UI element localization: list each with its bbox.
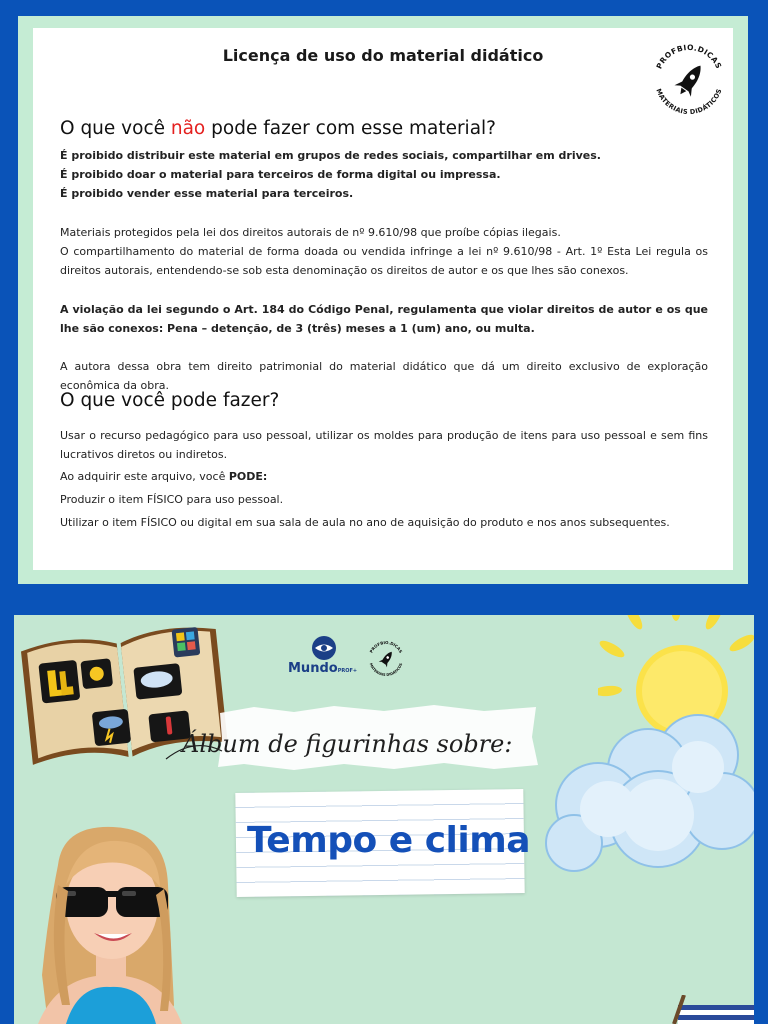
cannot-heading-highlight: não (170, 118, 206, 139)
rocket-icon (672, 60, 708, 100)
can-text-1: Usar o recurso pedagógico para uso pessoal, utilizar os moldes para produção de itens para uso pessoal e sem fins lucrativos diretos ou indiretos. (60, 429, 708, 461)
boots-sticker-icon (38, 660, 80, 704)
cannot-heading (60, 118, 496, 139)
cover-page (14, 615, 754, 1024)
profbio-logo-small (364, 637, 408, 681)
rocket-icon (379, 649, 396, 667)
profbio-logo (645, 36, 733, 124)
svg-text:PROFBIO.DICAS: PROFBIO.DICAS (654, 42, 724, 71)
teacher-avatar (18, 825, 198, 1024)
can-text-3: Produzir o item FÍSICO para uso pessoal. (60, 493, 284, 506)
cannot-heading-suffix: pode fazer com esse material? (205, 118, 496, 139)
script-swash (164, 733, 244, 763)
can-text-2-bold: PODE: (228, 470, 268, 483)
can-text-4: Utilizar o item FÍSICO ou digital em sua sala de aula no ano de aquisição do produto e nos anos subsequentes. (60, 516, 670, 529)
svg-text:MATERIAIS DIDÁTICOS: MATERIAIS DIDÁTICOS (368, 662, 404, 678)
album-subtitle: Álbum de figurinhas sobre: (182, 730, 513, 758)
license-page-frame (18, 16, 748, 584)
svg-text:MATERIAIS DIDÁTICOS: MATERIAIS DIDÁTICOS (654, 87, 724, 117)
svg-text:PROFBIO.DICAS: PROFBIO.DICAS (368, 639, 404, 654)
app-sticker-icon (172, 627, 201, 658)
rights-text: A autora dessa obra tem direito patrimonial do material didático que dá um direito exclusivo de exploração econômica da obra. (60, 360, 708, 392)
penal-text: A violação da lei segundo o Art. 184 do Código Penal, regulamenta que violar direitos de autor e os que lhe são conexos: Pena – detenção, de 3 (três) meses a 1 (um) ano, ou multa. (60, 303, 708, 335)
law-text-1: Materiais protegidos pela lei dos direitos autorais de nº 9.610/98 que proíbe cópias ilegais. (60, 226, 561, 239)
cannot-heading-prefix: O que você (60, 118, 171, 139)
law-text-2: O compartilhamento do material de forma doada ou vendida infringe a lei nº 9.610/98 - Art. 1º Esta Lei regula os direitos autorais, entendendo-se sob esta denominação os direitos de autor e os que lhes são conexos. (60, 245, 708, 277)
license-title: Licença de uso do material didático (222, 46, 544, 65)
mundo-brand (288, 657, 357, 676)
can-text-2 (60, 467, 708, 486)
beach-chair-icon (668, 995, 754, 1024)
cloud-icon (538, 707, 754, 883)
license-page (33, 28, 733, 570)
cannot-item: É proibido vender esse material para terceiros. (60, 187, 354, 200)
cover-title: Tempo e clima (247, 820, 531, 861)
cannot-item: É proibido doar o material para terceiros de forma digital ou impressa. (60, 168, 501, 181)
mundo-brand-suffix: PROF+ (337, 668, 358, 674)
mundo-brand-name: Mundo (288, 661, 338, 676)
can-heading: O que você pode fazer? (60, 390, 280, 411)
can-text-2-prefix: Ao adquirir este arquivo, você (60, 470, 229, 483)
cannot-item: É proibido distribuir este material em grupos de redes sociais, compartilhar em drives. (60, 149, 601, 162)
